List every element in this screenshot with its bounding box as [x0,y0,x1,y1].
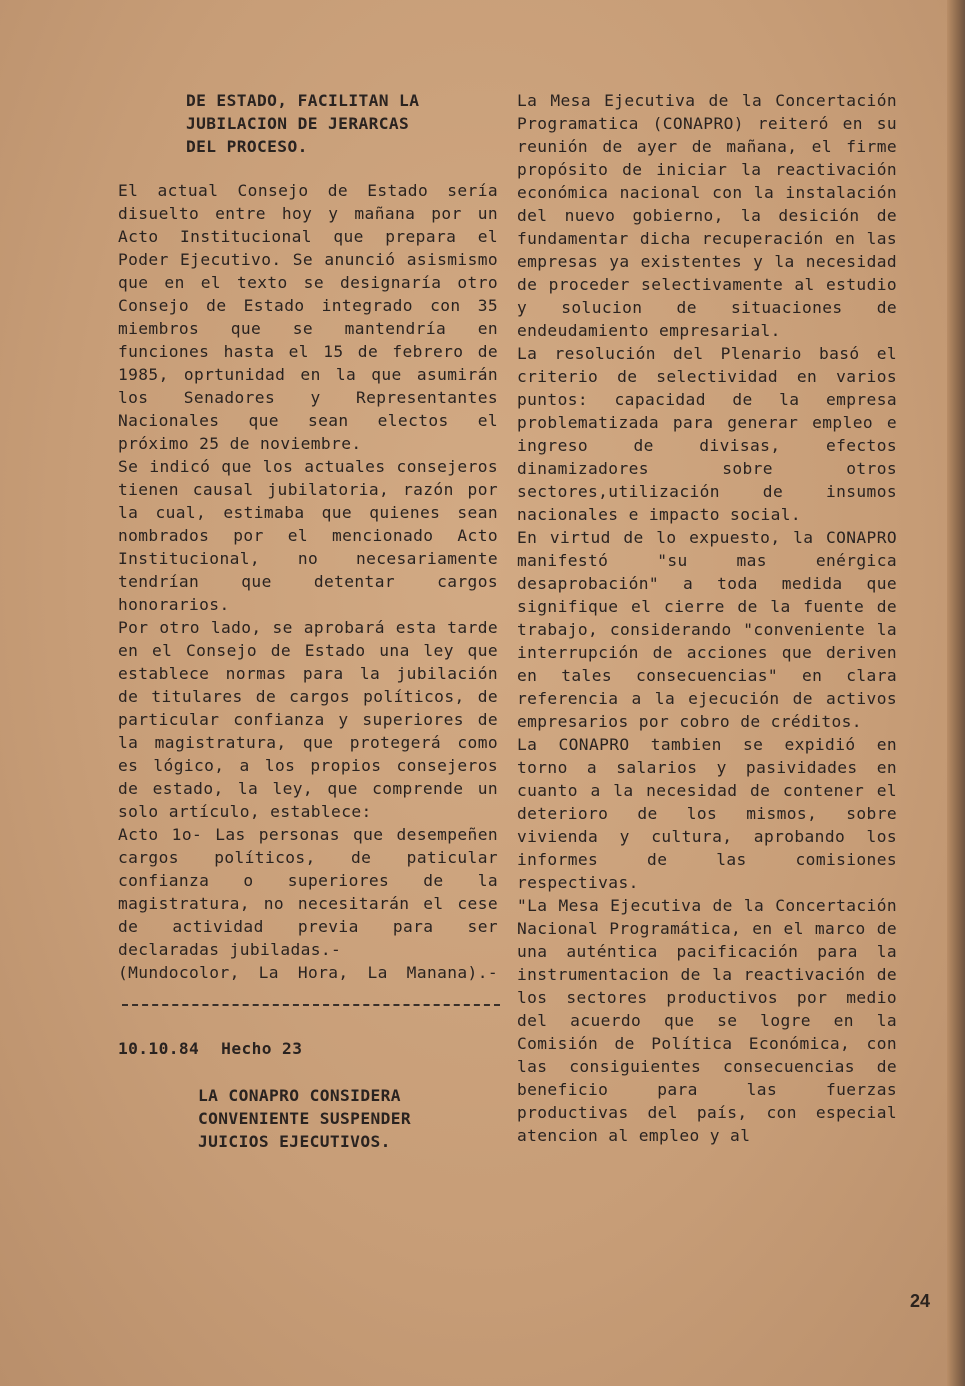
paragraph: "La Mesa Ejecutiva de la Concertación Nacional Programática, en el marco de una auténtica pacificación para la instrumentacion de la reactivación de los sectores productivos por medio del acuerdo que se logre en la Comisión de Política Económica, con las consiguientes consecuencias de beneficio para las fuerzas productivas del país, con especial atencion al empleo y al [517,896,897,1145]
right-column [517,89,897,1147]
paragraph: Acto 1o- Las personas que desempeñen cargos políticos, de paticular confianza o superiores de la magistratura, no necesitarán el cese de actividad previa para ser declaradas jubiladas.- [118,825,498,959]
paragraph: El actual Consejo de Estado sería disuelto entre hoy y mañana por un Acto Institucional que prepara el Poder Ejecutivo. Se anunció asismismo que en el texto se designaría otro Consejo de Estado integrado con 35 miembros que se mantendría en funciones hasta el 15 de febrero de 1985, oprtunidad en la que asumirán los Senadores y Representantes Nacionales que sean electos el próximo 25 de noviembre. [118,181,498,453]
paragraph: Se indicó que los actuales consejeros tienen causal jubilatoria, razón por la cual, estimaba que quienes sean nombrados por el mencionado Acto Institucional, no necesariamente tendrían que detentar cargos honorarios. [118,457,498,614]
date: 10.10.84 [118,1039,200,1058]
source-citation: (Mundocolor, La Hora, La Manana).- [118,963,498,982]
paragraph: En virtud de lo expuesto, la CONAPRO manifestó "su mas enérgica desaprobación" a toda medida que signifique el cierre de la fuente de trabajo, considerando "conveniente la interrupción de acciones que deriven en tales consecuencias" en clara referencia a la ejecución de activos empresarios por cobro de créditos. [517,528,897,731]
section-divider [122,1004,500,1006]
heading-line: LA CONAPRO CONSIDERA [198,1086,401,1105]
heading-line: CONVENIENTE SUSPENDER [198,1109,412,1128]
heading-line: JUBILACION DE JERARCAS [186,114,410,133]
dateline [118,1037,498,1060]
article-heading-2 [198,1084,498,1153]
article-heading [186,89,498,158]
heading-line: JUICIOS EJECUTIVOS. [198,1132,391,1151]
heading-line: DEL PROCESO. [186,137,308,156]
page-number: 24 [910,1291,931,1311]
paragraph: La resolución del Plenario basó el criterio de selectividad en varios puntos: capacidad de la empresa problematizada para generar empleo e ingreso de divisas, efectos dinamizadores sobre otros sectores,utilización de insumos nacionales e impacto social. [517,344,897,524]
paragraph: La CONAPRO tambien se expidió en torno a salarios y pasividades en cuanto a la necesidad de contener el deterioro de los mismos, sobre vivienda y cultura, aprobando los informes de las comisiones respectivas. [517,735,897,892]
paragraph: La Mesa Ejecutiva de la Concertación Programatica (CONAPRO) reiteró en su reunión de ayer de mañana, el firme propósito de iniciar la reactivación económica nacional con la instalación del nuevo gobierno, la desición de fundamentar dicha recuperación en las empresas ya existentes y la necesidad de proceder selectivamente al estudio y solucion de situaciones de endeudamiento empresarial. [517,91,897,340]
left-column [118,89,498,1153]
heading-line: DE ESTADO, FACILITAN LA [186,91,420,110]
paragraph: Por otro lado, se aprobará esta tarde en el Consejo de Estado una ley que establece normas para la jubilación de titulares de cargos políticos, de particular confianza y superiores de la magistratura, que protegerá como es lógico, a los propios consejeros de estado, la ley, que comprende un solo artículo, establece: [118,618,498,821]
page-edge-shadow [947,0,965,1386]
fact-label: Hecho 23 [221,1039,303,1058]
